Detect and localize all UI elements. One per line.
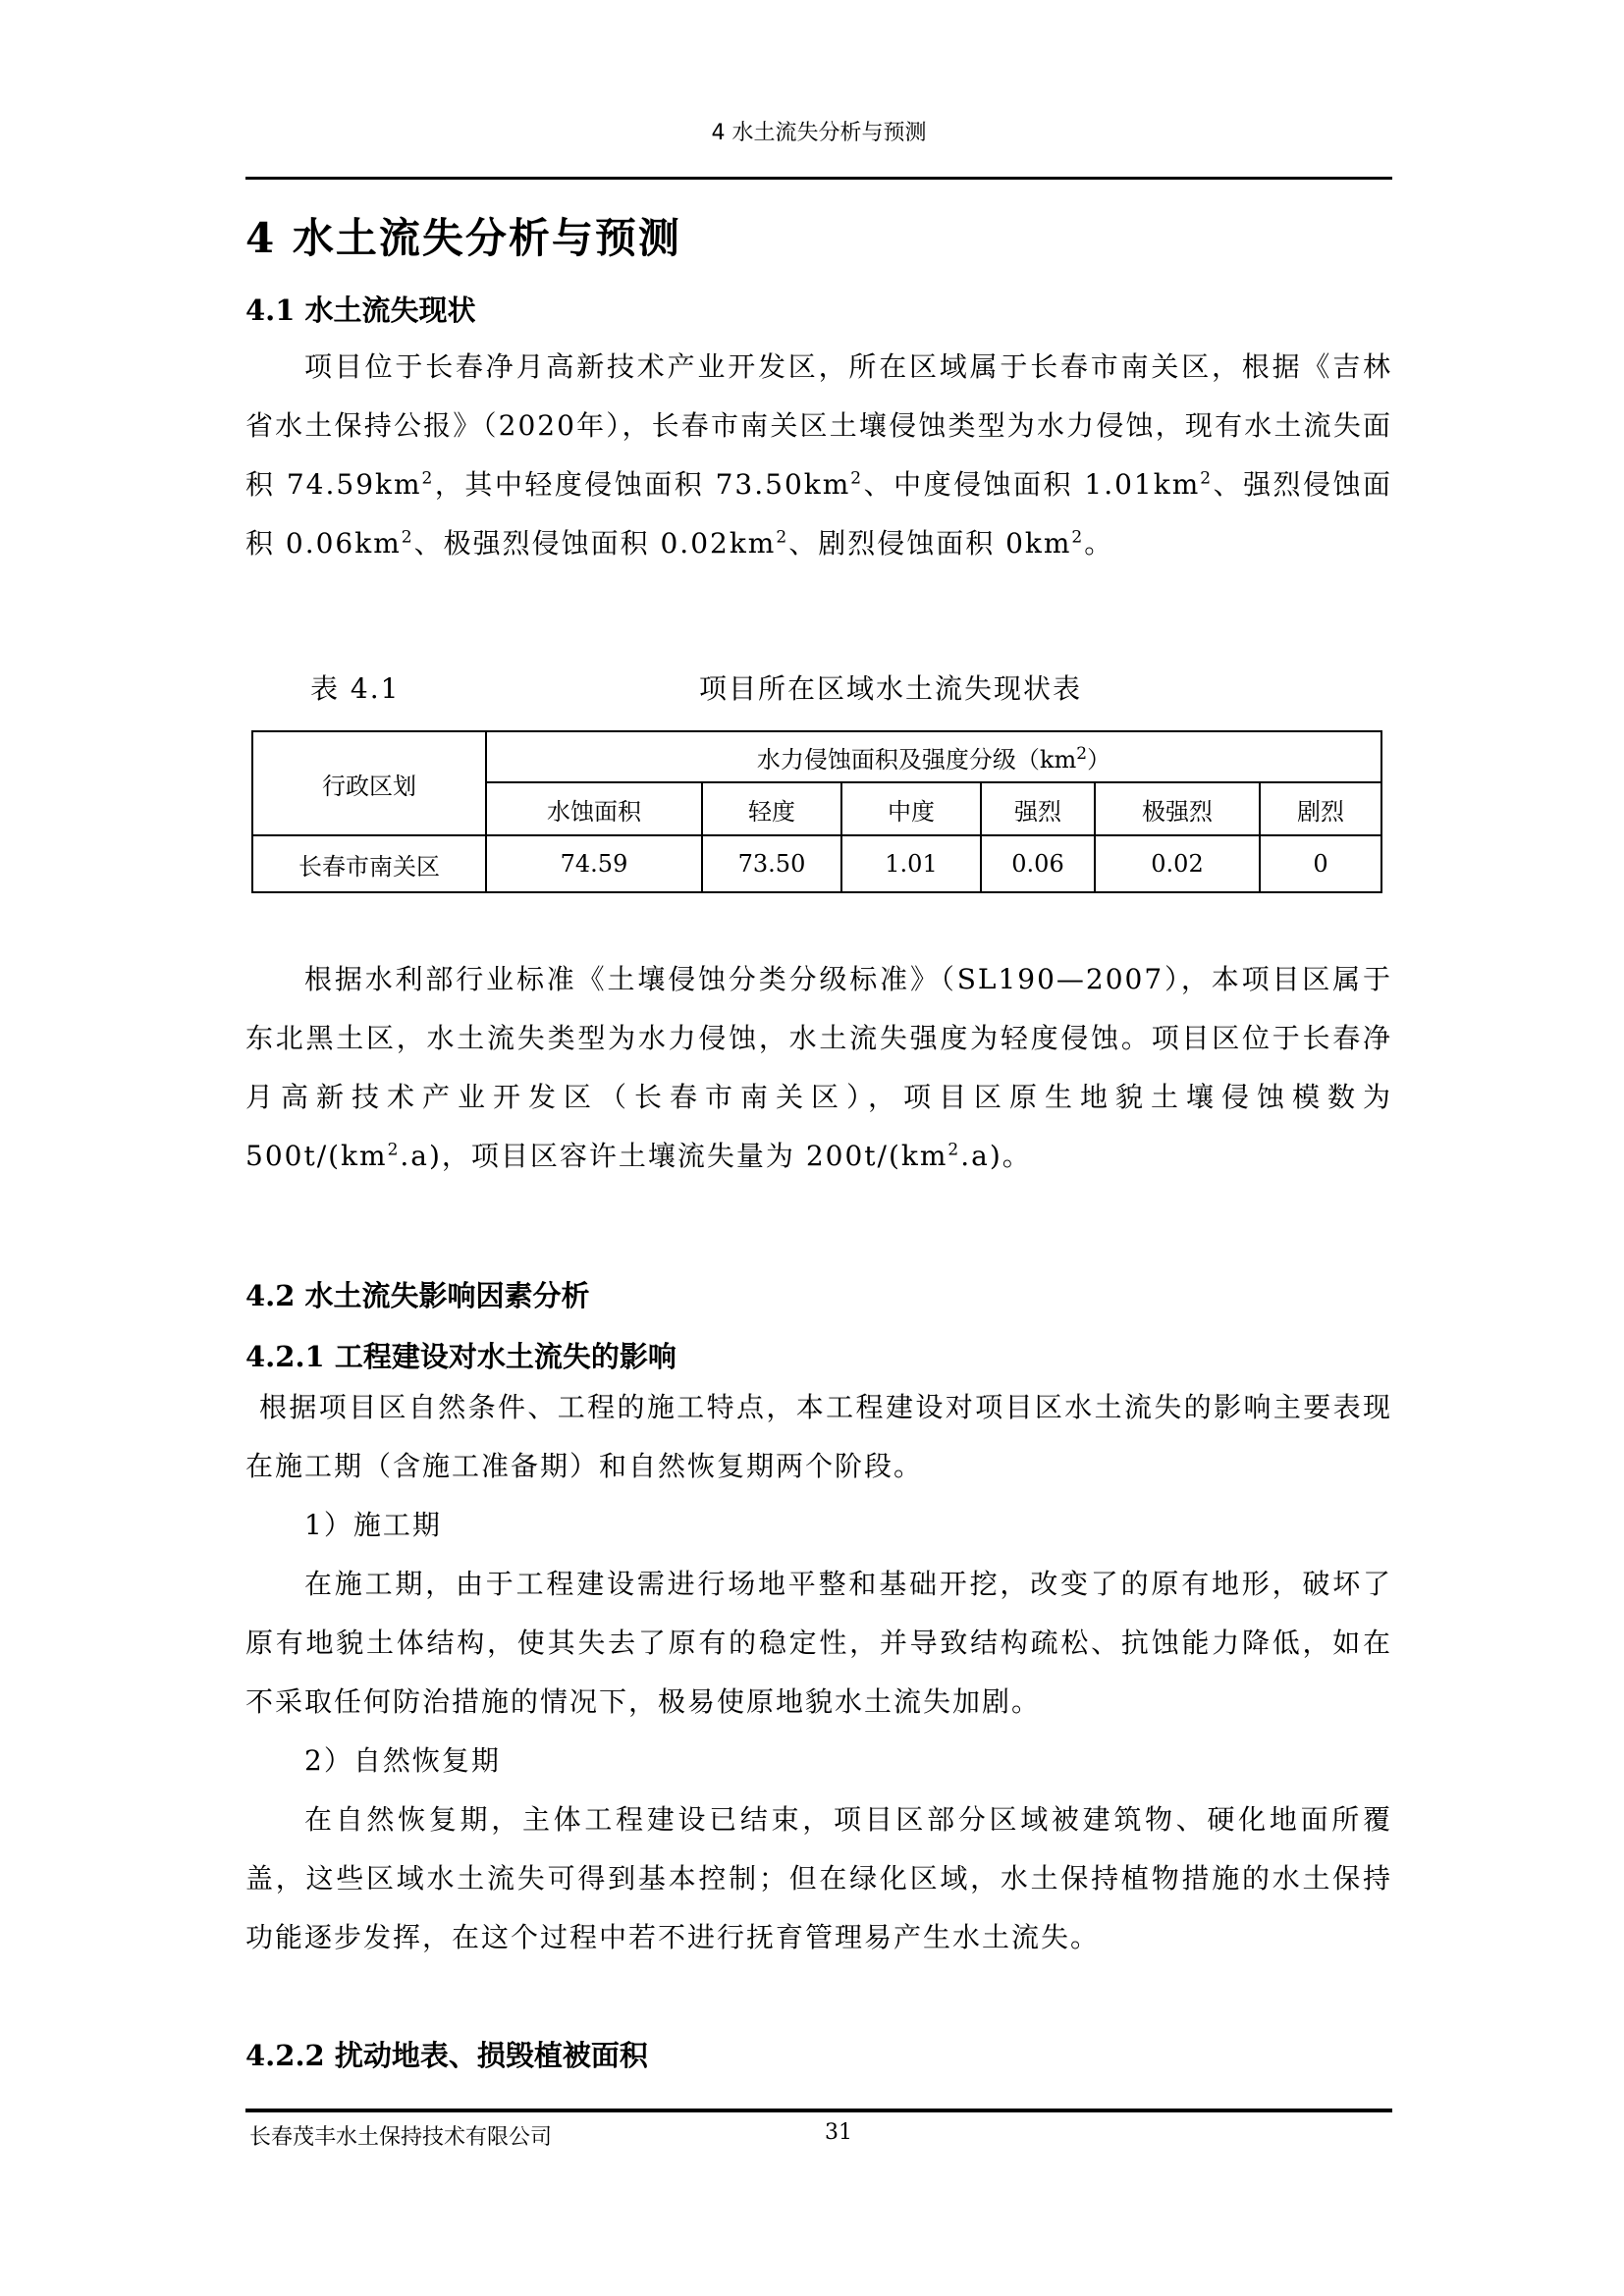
section-title-4-1: 4.1 水土流失现状 — [245, 294, 476, 327]
footer-company: 长春茂丰水土保持技术有限公司 — [249, 2125, 553, 2150]
table-cell: 73.50 — [702, 835, 841, 892]
table-header-region: 行政区划 — [252, 731, 486, 835]
table-label: 表 4.1 — [310, 672, 401, 705]
table-cell: 0.02 — [1095, 835, 1260, 892]
paragraph-construction-impact: 根据项目区自然条件、工程的施工特点，本工程建设对项目区水土流失的影响主要表现在施工期（含施工准备期）和自然恢复期两个阶段。 1）施工期 在施工期，由于工程建设需进行场地平整和基础开挖，改变了的原有地形，破坏了原有地貌土体结构，使其失去了原有的稳定性，并导致结构疏松、抗蚀能力降低，如在不采取任何防治措施的情况下，极易使原地貌水土流失加剧。 2）自然恢复期 在自然恢复期，主体工程建设已结束，项目区部分区域被建筑物、硬化地面所覆盖，这些区域水土流失可得到基本控制；但在绿化区域，水土保持植物措施的水土保持功能逐步发挥，在这个过程中若不进行抚育管理易产生水土流失。 — [245, 1378, 1392, 1967]
header-rule — [245, 177, 1392, 180]
table-col-header: 剧烈 — [1260, 782, 1381, 835]
table-cell: 74.59 — [486, 835, 702, 892]
item-construction-text: 在施工期，由于工程建设需进行场地平整和基础开挖，改变了的原有地形，破坏了原有地貌土体结构，使其失去了原有的稳定性，并导致结构疏松、抗蚀能力降低，如在不采取任何防治措施的情况下，极易使原地貌水土流失加剧。 — [245, 1568, 1392, 1718]
paragraph-erosion-status: 项目位于长春净月高新技术产业开发区，所在区域属于长春市南关区，根据《吉林省水土保持公报》（2020年），长春市南关区土壤侵蚀类型为水力侵蚀，现有水土流失面积 $74.59km^2$，其中轻度侵蚀面积 $73.50km^2$、中度侵蚀面积 $1.01km^2$、强烈侵蚀面积 $0.06km^2$、极强烈侵蚀面积 $0.02km^2$、剧烈侵蚀面积 $0km^2$。 — [245, 350, 1393, 560]
footer-rule — [245, 2109, 1392, 2112]
paragraph-standard: 根据水利部行业标准《土壤侵蚀分类分级标准》（SL190—2007），本项目区属于东北黑土区，水土流失类型为水力侵蚀，水土流失强度为轻度侵蚀。项目区位于长春净月高新技术产业开发区（长春市南关区），项目区原生地貌土壤侵蚀模数为 $500t/(km^2.a)$，项目区容许土壤流失量为 $200t/(km^2.a)$。 — [245, 963, 1392, 1172]
table-cell-region: 长春市南关区 — [252, 835, 486, 892]
table-cell: 0.06 — [981, 835, 1095, 892]
table-caption: 项目所在区域水土流失现状表 — [699, 672, 1083, 705]
table-col-header: 轻度 — [702, 782, 841, 835]
table-col-header: 水蚀面积 — [486, 782, 702, 835]
item-construction-title: 1）施工期 — [304, 1509, 442, 1541]
table-cell: 0 — [1260, 835, 1381, 892]
section-title-4-2-2: 4.2.2 扰动地表、损毁植被面积 — [245, 2039, 648, 2072]
chapter-title: 4 水土流失分析与预测 — [245, 214, 681, 262]
table-col-header: 中度 — [841, 782, 981, 835]
table-row — [252, 835, 1381, 892]
table-col-header: 强烈 — [981, 782, 1095, 835]
page-number: 31 — [825, 2120, 852, 2145]
running-header: 4 水土流失分析与预测 — [711, 121, 927, 145]
erosion-status-table — [251, 730, 1382, 893]
section-title-4-2-1: 4.2.1 工程建设对水土流失的影响 — [245, 1340, 677, 1373]
table-cell: 1.01 — [841, 835, 981, 892]
item-recovery-text: 在自然恢复期，主体工程建设已结束，项目区部分区域被建筑物、硬化地面所覆盖，这些区域水土流失可得到基本控制；但在绿化区域，水土保持植物措施的水土保持功能逐步发挥，在这个过程中若不进行抚育管理易产生水土流失。 — [245, 1803, 1392, 1953]
section-title-4-2: 4.2 水土流失影响因素分析 — [245, 1279, 590, 1312]
item-recovery-title: 2）自然恢复期 — [304, 1744, 501, 1777]
table-header-group: 水力侵蚀面积及强度分级$(km^2)$ — [486, 731, 1381, 782]
table-col-header: 极强烈 — [1095, 782, 1260, 835]
